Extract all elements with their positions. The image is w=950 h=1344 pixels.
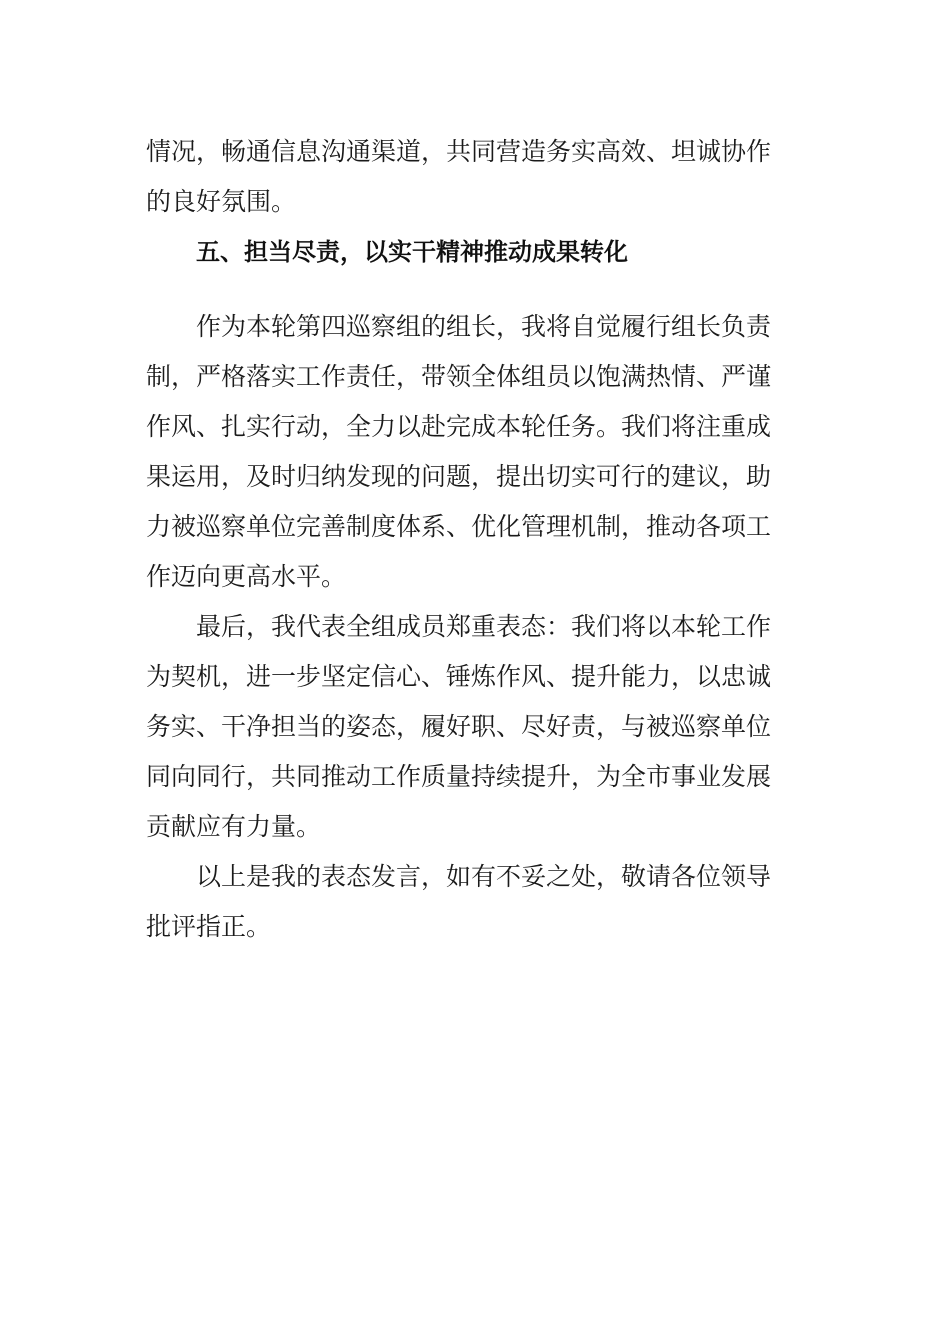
paragraph-1-line-2: 制，严格落实工作责任，带领全体组员以饱满热情、严谨 [146,362,772,391]
paragraph-2-line-3: 务实、干净担当的姿态，履好职、尽好责，与被巡察单位 [146,712,772,741]
paragraph-3-line-1: 以上是我的表态发言，如有不妥之处，敬请各位领导 [196,862,772,891]
paragraph-1-line-6: 作迈向更高水平。 [146,562,347,591]
paragraph-1-line-1: 作为本轮第四巡察组的组长，我将自觉履行组长负责 [196,312,772,341]
paragraph-2-line-4: 同向同行，共同推动工作质量持续提升，为全市事业发展 [146,762,772,791]
intro-line-2: 的良好氛围。 [146,187,297,216]
paragraph-3-line-2: 批评指正。 [146,912,272,941]
paragraph-1-line-5: 力被巡察单位完善制度体系、优化管理机制，推动各项工 [146,512,772,541]
intro-line-1: 情况，畅通信息沟通渠道，共同营造务实高效、坦诚协作 [146,137,772,166]
paragraph-1-line-3: 作风、扎实行动，全力以赴完成本轮任务。我们将注重成 [146,412,772,441]
paragraph-1-line-4: 果运用，及时归纳发现的问题，提出切实可行的建议，助 [146,462,772,491]
paragraph-2-line-5: 贡献应有力量。 [146,812,322,841]
paragraph-2-line-2: 为契机，进一步坚定信心、锤炼作风、提升能力，以忠诚 [146,662,772,691]
paragraph-2-line-1: 最后，我代表全组成员郑重表态：我们将以本轮工作 [196,612,772,641]
section-heading: 五、担当尽责，以实干精神推动成果转化 [196,238,628,266]
